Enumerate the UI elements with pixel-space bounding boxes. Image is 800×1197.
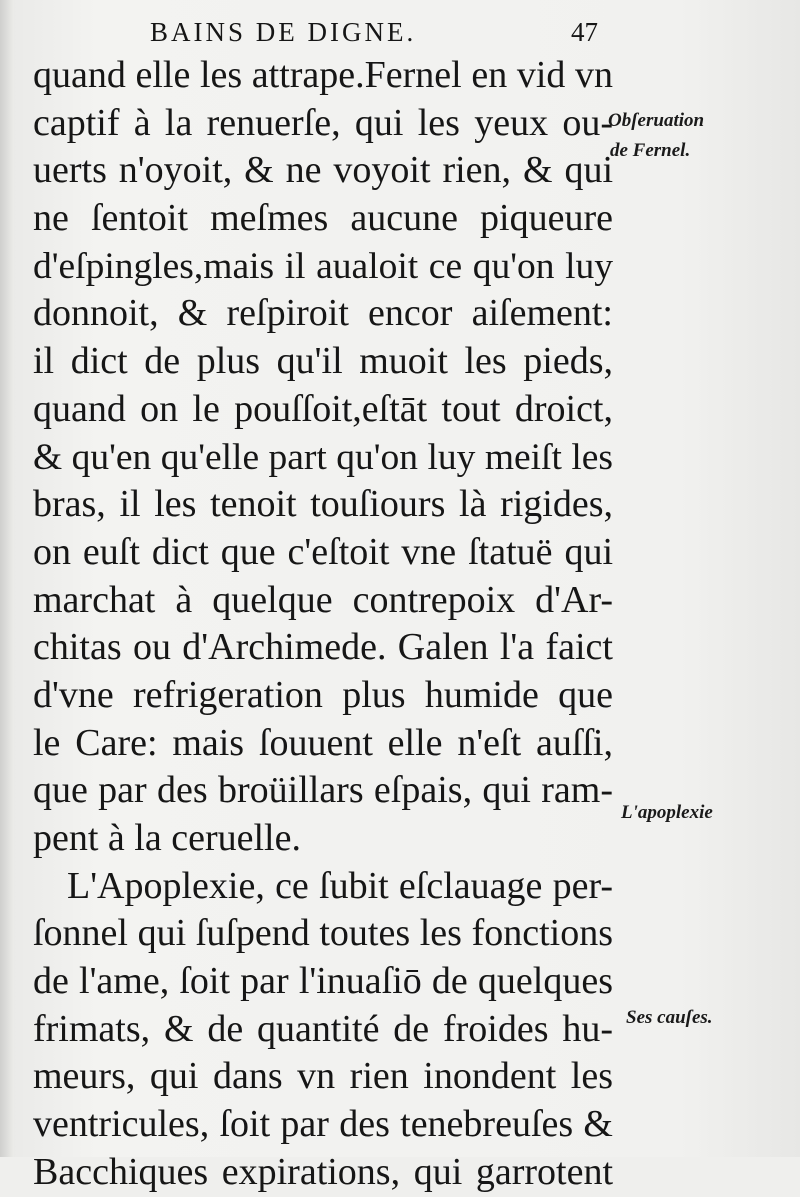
page-number: 47: [571, 17, 598, 47]
text-line: frimats, & de quantité de froides hu-: [33, 1007, 613, 1050]
text-line: ventricules, ſoit par des tenebreuſes &: [33, 1103, 613, 1146]
text-line: uerts n'oyoit, & ne voyoit rien, & qui: [33, 149, 613, 192]
text-line-paragraph-start: L'Apoplexie, ce ſubit eſclauage per-: [67, 864, 613, 907]
text-line: marchat à quelque contrepoix d'Ar-: [33, 578, 613, 621]
text-line: meurs, qui dans vn rien inondent les: [33, 1055, 613, 1098]
text-line: ne ſentoit meſmes aucune piqueure: [33, 197, 613, 240]
text-line: de l'ame, ſoit par l'inuaſiō de quelques: [33, 960, 613, 1003]
page-gutter: [0, 0, 14, 1157]
text-line: d'eſpingles,mais il aualoit ce qu'on luy: [33, 245, 613, 287]
text-line: chitas ou d'Archimede. Galen l'a faict: [33, 626, 613, 669]
page-header: [150, 14, 610, 50]
text-line: le Care: mais ſouuent elle n'eſt auſſi,: [33, 721, 613, 764]
text-line: on euſt dict que c'eſtoit vne ſtatuë qui: [33, 530, 613, 573]
text-line: quand on le pouſſoit,eſtāt tout droict,: [33, 387, 613, 430]
body-text: [33, 52, 613, 1197]
text-line: & qu'en qu'elle part qu'on luy meiſt les: [33, 436, 613, 478]
margin-note-fernel: de Fernel.: [610, 140, 691, 161]
text-line: d'vne refrigeration plus humide que: [33, 673, 613, 716]
text-line: il dict de plus qu'il muoit les pieds,: [33, 340, 613, 383]
text-line: quand elle les attrape.Fernel en vid vn: [33, 54, 613, 96]
margin-note-causes: Ses cauſes.: [626, 1007, 713, 1028]
text-line: captif à la renuerſe, qui les yeux ou-: [33, 101, 613, 144]
text-line: ſonnel qui ſuſpend toutes les fonctions: [33, 912, 613, 955]
running-title: BAINS DE DIGNE.: [150, 17, 417, 47]
margin-note-apoplexie: L'apoplexie: [621, 802, 713, 823]
text-line: Bacchiques expirations, qui garrotent: [33, 1150, 613, 1193]
margin-note-observation: Obſeruation: [608, 110, 705, 131]
text-line: pent à la ceruelle.: [33, 817, 301, 859]
text-line: bras, il les tenoit touſiours là rigides,: [33, 483, 613, 526]
text-line: donnoit, & reſpiroit encor aiſement:: [33, 292, 613, 335]
text-line: que par des broüillars eſpais, qui ram-: [33, 769, 613, 812]
